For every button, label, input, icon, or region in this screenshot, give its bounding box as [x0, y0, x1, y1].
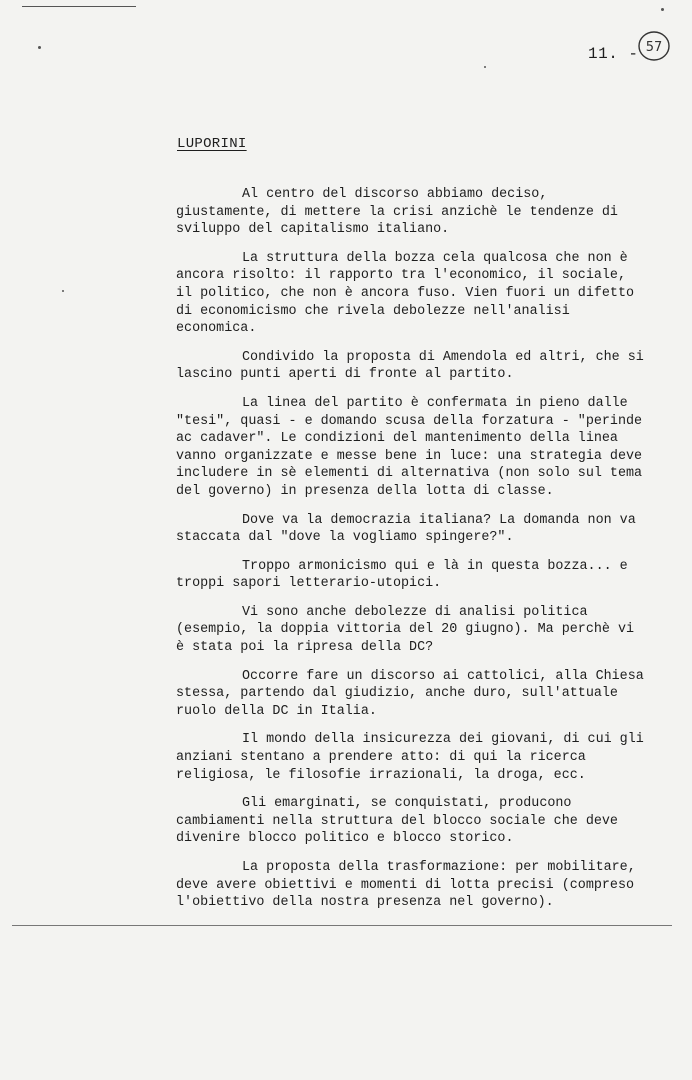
paragraph: Troppo armonicismo qui e là in questa bozza... e troppi sapori letterario-utopici.	[176, 558, 628, 592]
paragraph: Il mondo della insicurezza dei giovani, di cui gli anziani stentano a prendere atto: di qui la ricerca religiosa, le filosofie irrazionali, la droga, ecc.	[176, 732, 644, 783]
paper-speck	[62, 290, 64, 292]
bottom-rule	[12, 925, 672, 926]
stamp-circle-icon	[636, 28, 672, 64]
archive-stamp	[636, 28, 672, 64]
paper-speck	[38, 46, 41, 49]
paragraph: La linea del partito è confermata in pieno dalle "tesi", quasi - e domando scusa della forzatura - "perinde ac cadaver". Le condizioni del mantenimento della linea vanno organizzate e messe bene in luce: una strategia deve includere in sè elementi di alternativa (non solo sul tema del governo) in presenza della lotta di classe.	[176, 395, 643, 499]
page-number: 11. -	[588, 45, 639, 63]
paper-speck	[661, 8, 664, 11]
paragraph: Dove va la democrazia italiana? La domanda non va staccata dal "dove la vogliamo spingere?".	[176, 512, 636, 546]
paragraph: Condivido la proposta di Amendola ed altri, che si lascino punti aperti di fronte al partito.	[176, 349, 644, 383]
paper-speck	[484, 66, 486, 68]
speaker-name: LUPORINI	[177, 136, 247, 152]
body-text	[176, 186, 646, 923]
paragraph: Occorre fare un discorso ai cattolici, alla Chiesa stessa, partendo dal giudizio, anche duro, sull'attuale ruolo della DC in Italia.	[176, 668, 644, 719]
paragraph: La proposta della trasformazione: per mobilitare, deve avere obiettivi e momenti di lotta precisi (compreso l'obiettivo della nostra presenza nel governo).	[176, 860, 636, 911]
paragraph: La struttura della bozza cela qualcosa che non è ancora risolto: il rapporto tra l'economico, il sociale, il politico, che non è ancora fuso. Vien fuori un difetto di economicismo che rivela debolezze nell'analisi economica.	[176, 250, 635, 337]
stamp-number: 57	[645, 40, 663, 55]
paragraph: Al centro del discorso abbiamo deciso, giustamente, di mettere la crisi anzichè le tendenze di sviluppo del capitalismo italiano.	[176, 187, 618, 238]
paragraph: Gli emarginati, se conquistati, producono cambiamenti nella struttura del blocco sociale che deve divenire blocco politico e blocco storico.	[176, 796, 618, 847]
top-rule	[22, 6, 136, 7]
paragraph: Vi sono anche debolezze di analisi politica (esempio, la doppia vittoria del 20 giugno). Ma perchè vi è stata poi la ripresa della DC?	[176, 604, 635, 656]
